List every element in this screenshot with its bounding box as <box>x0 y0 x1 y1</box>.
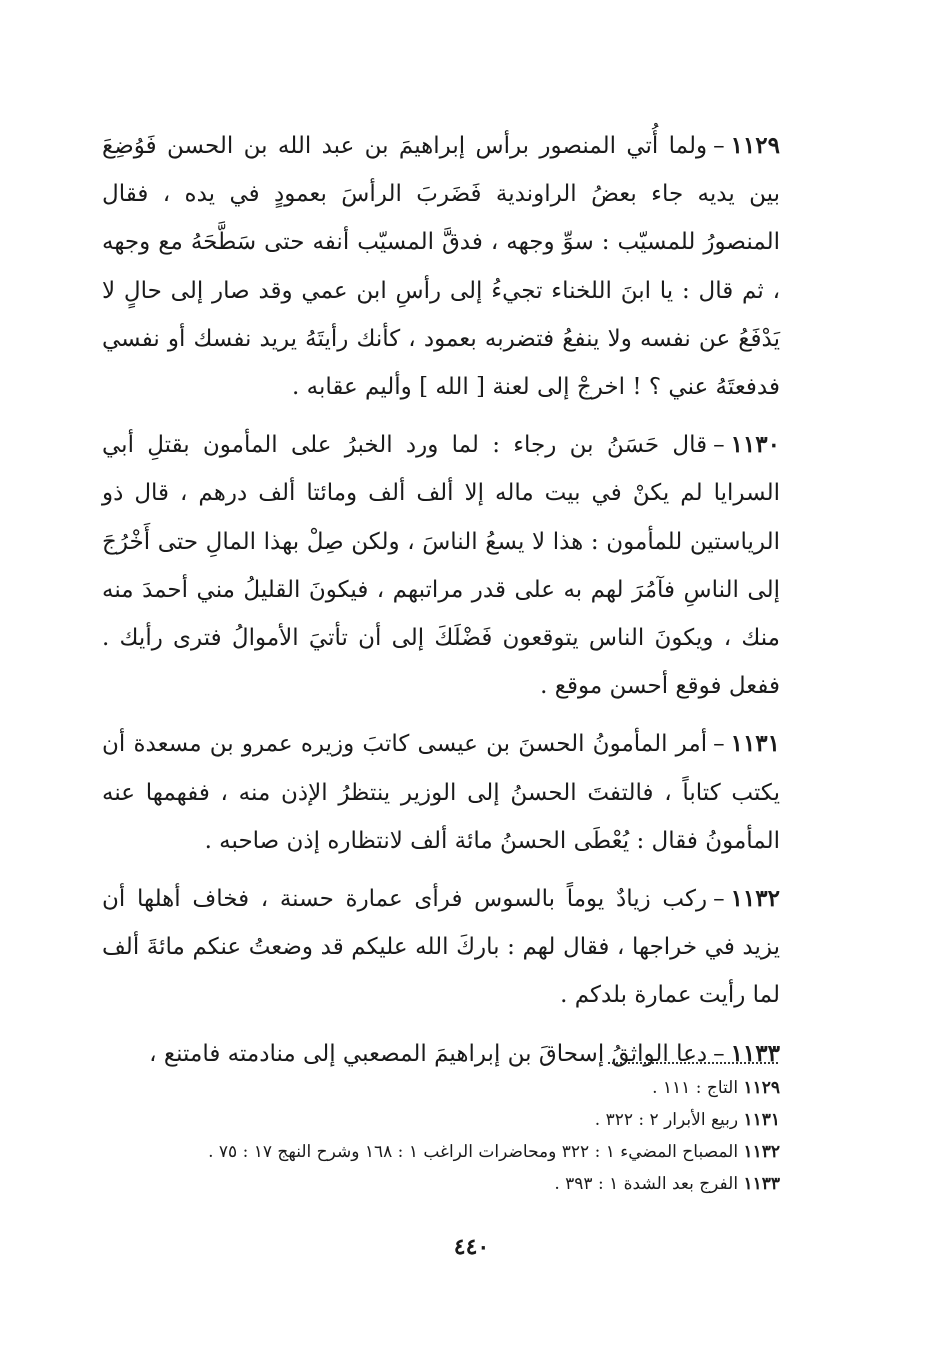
footnote-text: الفرج بعد الشدة ١ : ٣٩٣ . <box>554 1174 739 1194</box>
footnote-text: المصباح المضيء ١ : ٣٢٢ ومحاضرات الراغب ١ : ١٦٨ وشرح النهج ١٧ : ٧٥ . <box>208 1142 739 1162</box>
paragraph-text: ولما أُتي المنصور برأس إبراهيمَ بن عبد الله بن الحسن فَوُضِعَ بين يديه جاء بعضُ الراوندية فَضَربَ الرأسَ بعمودٍ في يده ، فقال المنصورُ للمسيّب : سوِّ وجهه ، فدقَّ المسيّب أنفه حتى سَطَّحَهُ مع وجهه ، ثم قال : يا ابنَ اللخناء تجيءُ إلى رأسِ ابن عمي وقد صار إلى حالٍ لا يَدْفَعُ عن نفسه ولا ينفعُ فتضربه بعمود ، كأنك رأيتَهُ يريد نفسك أو نفسي فدفعتَهُ عني ؟ ! اخرجْ إلى لعنة [ الله ] وأليم عقابه . <box>102 133 780 401</box>
footnote-item <box>100 1136 780 1168</box>
footnote-item <box>100 1168 780 1200</box>
paragraph-text: ركب زيادٌ يوماً بالسوس فرأى عمارة حسنة ، فخاف أهلها أن يزيد في خراجها ، فقال لهم : باركَ الله عليكم قد وضعتُ عنكم مائةَ ألف لما رأيت عمارة بلدكم . <box>102 886 780 1009</box>
paragraph-1132 <box>102 875 780 1020</box>
paragraph-dash: – <box>713 886 725 913</box>
paragraph-dash: – <box>713 133 725 159</box>
paragraph-number: ١١٢٩ <box>730 132 780 159</box>
paragraph-dash: – <box>713 1040 725 1067</box>
footnote-item <box>100 1072 780 1104</box>
paragraph-number: ١١٣٠ <box>730 431 780 459</box>
paragraph-text: دعا الواثقُ إسحاقَ بن إبراهيمَ المصعبي إلى منادمته فامتنع ، <box>149 1040 708 1067</box>
footnote-text: التاج : ١١١ . <box>652 1078 739 1098</box>
paragraph-dash: – <box>713 731 725 758</box>
page-number: ٤٤٠ <box>453 1234 490 1260</box>
paragraph-number: ١١٣٣ <box>730 1039 780 1067</box>
paragraph-text: قال حَسَنُ بن رجاء : لما ورد الخبرُ على المأمون بقتلِ أبي السرايا لم يكنْ في بيت ماله إلا ألف ألف ومائتا ألف درهم ، قال ذو الرياستين للمأمون : هذا لا يسعُ الناسَ ، ولكن صِلْ بهذا المالِ حتى أَخْرُجَ إلى الناسِ فآمُرَ لهم به على قدر مراتبهم ، فيكونَ القليلُ مني أحمدَ منه منك ، ويكونَ الناس يتوقعون فَضْلَكَ إلى أن تأتيَ الأموالُ فترى رأيك . ففعل فوقع أحسن موقع . <box>102 432 780 700</box>
paragraph-text: أمر المأمونُ الحسنَ بن عيسى كاتبَ وزيره عمرو بن مسعدة أن يكتب كتاباً ، فالتفتَ الحسنُ إلى الوزير ينتظرُ الإذن منه ، ففهمها عنه المأمونُ فقال : يُعْطَى الحسنُ مائة ألف لانتظاره إذن صاحبه . <box>102 731 780 854</box>
footnote-number: ١١٣٢ <box>743 1142 780 1162</box>
footnote-number: ١١٣١ <box>743 1110 780 1130</box>
footnote-number: ١١٣٣ <box>743 1174 780 1194</box>
footnote-number: ١١٢٩ <box>743 1078 780 1098</box>
footnote-item <box>100 1104 780 1136</box>
paragraph-1131 <box>102 720 780 865</box>
paragraph-1129 <box>102 122 780 411</box>
paragraph-dash: – <box>713 432 725 459</box>
footnote-text: ربيع الأبرار ٢ : ٣٢٢ . <box>594 1110 739 1130</box>
main-text <box>102 122 780 1088</box>
footnotes <box>100 1072 780 1200</box>
footnote-divider <box>608 1062 778 1064</box>
paragraph-1130 <box>102 421 780 710</box>
paragraph-number: ١١٣١ <box>730 730 781 758</box>
paragraph-1133 <box>102 1030 780 1078</box>
paragraph-number: ١١٣٢ <box>730 885 780 913</box>
